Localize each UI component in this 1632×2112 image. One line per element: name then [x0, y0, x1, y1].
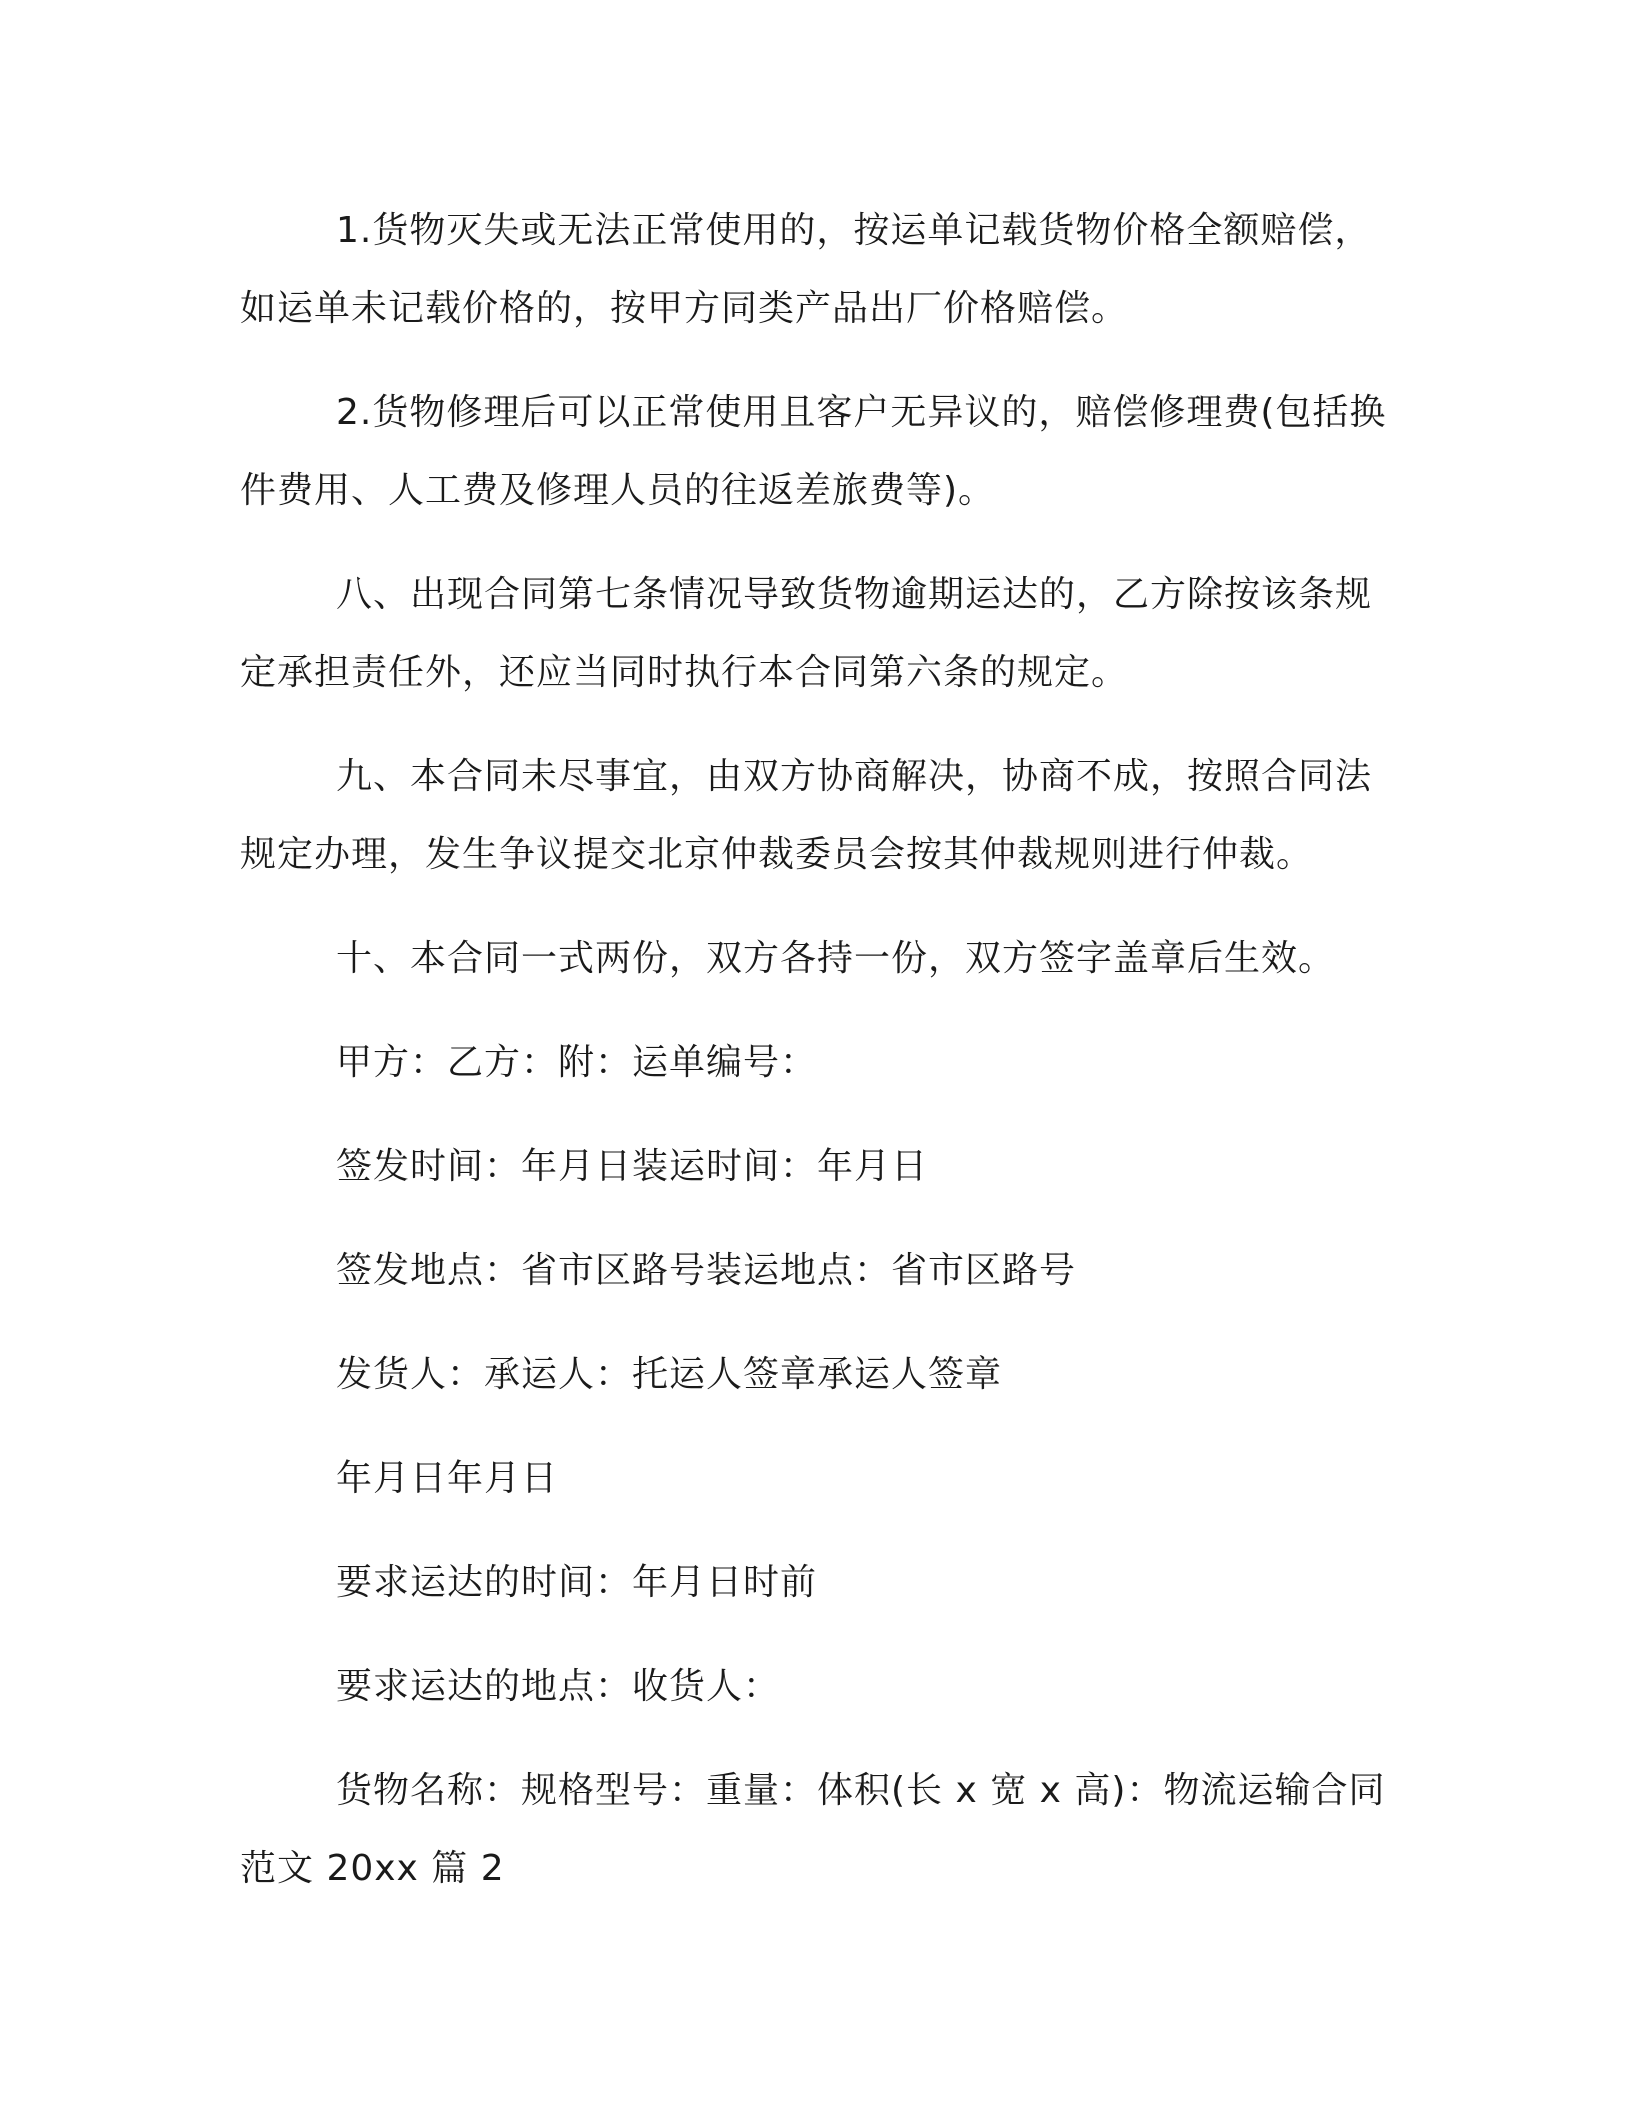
parties-line: 甲方：乙方：附：运单编号：: [336, 1042, 818, 1083]
clause-1-full-compensation: 1.货物灭失或无法正常使用的，按运单记载货物价格全额赔偿，如运单未记载价格的，按甲方同类产品出厂价格赔偿。: [240, 210, 1372, 329]
goods-details-line: 货物名称：规格型号：重量：体积(长 x 宽 x 高)：物流运输合同范文 20xx 篇 2: [240, 1770, 1386, 1889]
clause-9-dispute-resolution: 九、本合同未尽事宜，由双方协商解决，协商不成，按照合同法规定办理，发生争议提交北京仲裁委员会按其仲裁规则进行仲裁。: [240, 756, 1373, 875]
signature-date-line: 年月日年月日: [336, 1458, 559, 1499]
delivery-place-line: 要求运达的地点：收货人：: [336, 1666, 781, 1707]
shipper-carrier-line: 发货人：承运人：托运人签章承运人签章: [336, 1354, 1003, 1395]
clause-10-copies-effective: 十、本合同一式两份，双方各持一份，双方签字盖章后生效。: [336, 938, 1336, 979]
issue-time-line: 签发时间：年月日装运时间：年月日: [336, 1146, 929, 1187]
delivery-time-line: 要求运达的时间：年月日时前: [336, 1562, 818, 1603]
document-body: [240, 192, 1392, 1908]
clause-2-repair-compensation: 2.货物修理后可以正常使用且客户无异议的，赔偿修理费(包括换件费用、人工费及修理人员的往返差旅费等)。: [240, 392, 1387, 511]
clause-8-late-delivery: 八、出现合同第七条情况导致货物逾期运达的，乙方除按该条规定承担责任外，还应当同时执行本合同第六条的规定。: [240, 574, 1373, 693]
issue-place-line: 签发地点：省市区路号装运地点：省市区路号: [336, 1250, 1077, 1291]
